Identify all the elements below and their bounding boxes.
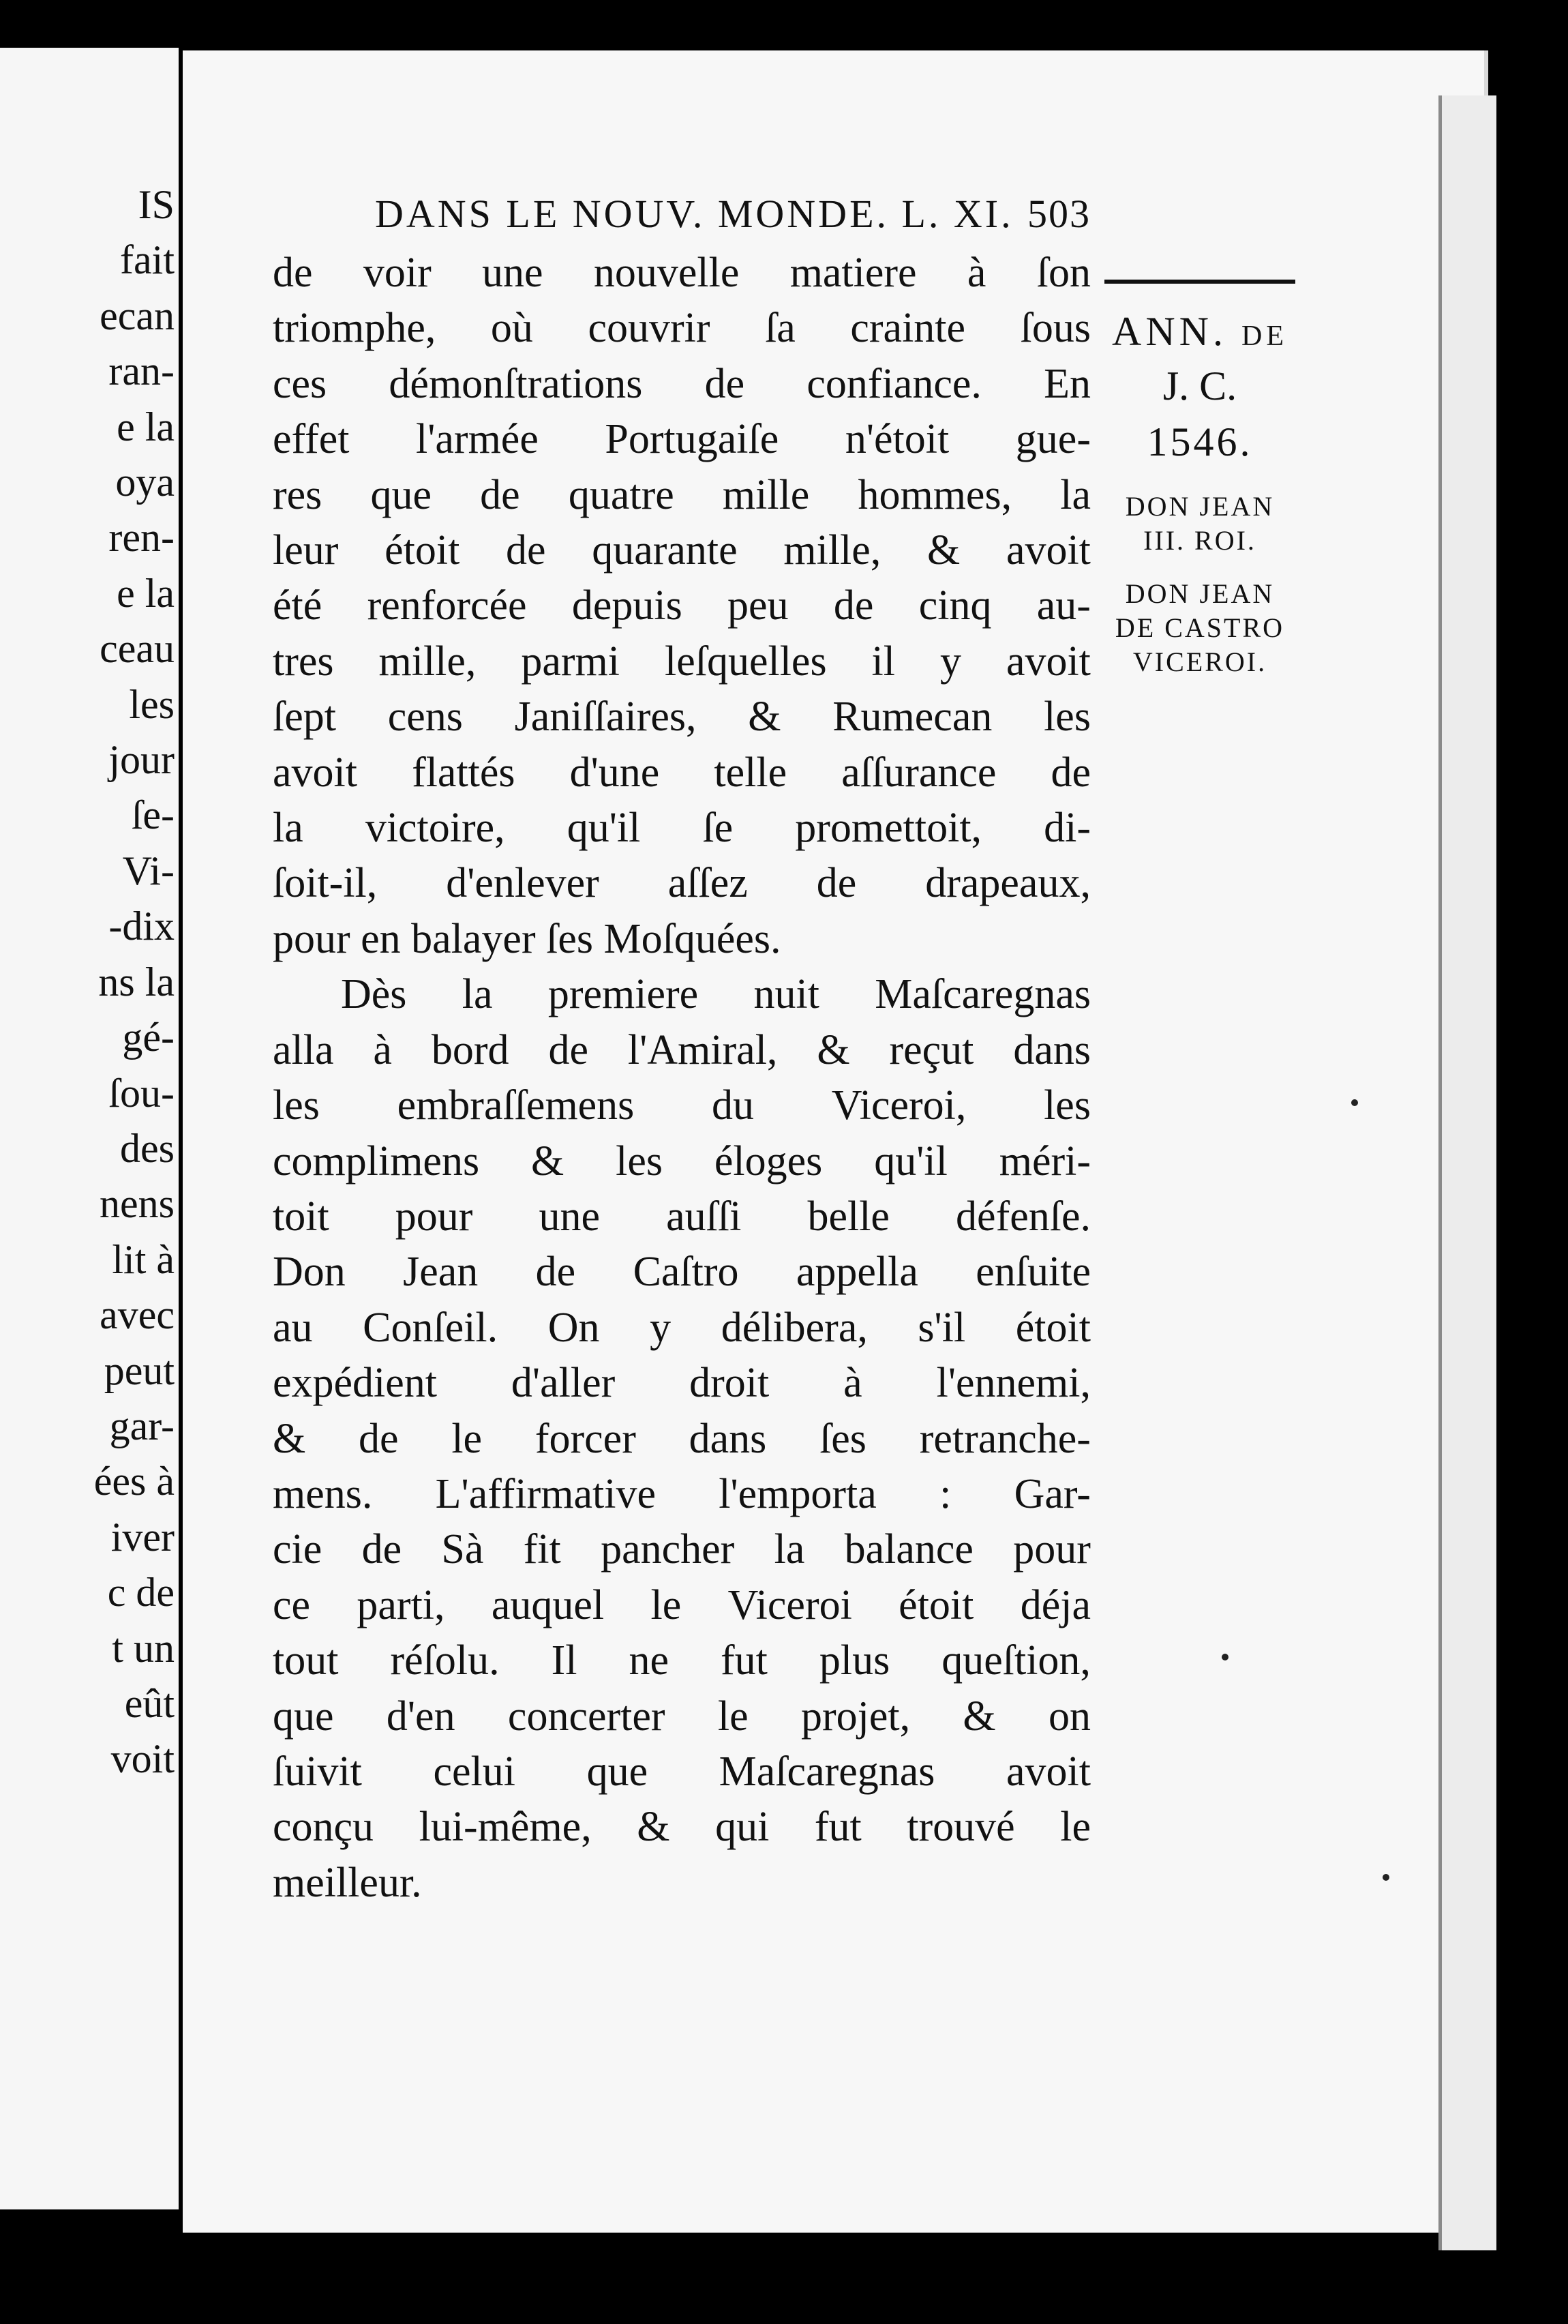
margin-note-line: VICEROI. bbox=[1132, 646, 1267, 677]
word: la bbox=[462, 971, 493, 1018]
fragment-line: ran- bbox=[108, 348, 175, 394]
text-line bbox=[273, 634, 1091, 689]
word: cie bbox=[273, 1526, 322, 1573]
word: avoit bbox=[1006, 527, 1091, 574]
page-edge bbox=[1438, 95, 1496, 2250]
word: de bbox=[1051, 749, 1091, 796]
margin-note-line: DON JEAN bbox=[1125, 491, 1275, 522]
word: & bbox=[817, 1026, 850, 1073]
word: au- bbox=[1036, 582, 1091, 629]
fragment-line: oya bbox=[115, 460, 175, 505]
text-line bbox=[273, 1023, 1091, 1078]
fragment-line: Vi- bbox=[122, 848, 175, 893]
fragment-line: peut bbox=[104, 1347, 175, 1393]
word: ce bbox=[273, 1581, 311, 1628]
ink-speck bbox=[1222, 1654, 1228, 1660]
word: à bbox=[967, 250, 986, 296]
word: ſous bbox=[1020, 305, 1091, 352]
word: au bbox=[273, 1304, 313, 1351]
word: du bbox=[712, 1082, 755, 1129]
word: de bbox=[535, 1249, 576, 1296]
word: avoit bbox=[273, 749, 357, 796]
word: projet, bbox=[800, 1693, 911, 1740]
running-head bbox=[273, 191, 1091, 245]
margin-notes bbox=[1098, 259, 1302, 679]
facing-page-line-fragments bbox=[94, 177, 175, 1787]
word: L'affirmative bbox=[435, 1470, 656, 1517]
word: complimens bbox=[273, 1137, 480, 1185]
word: expédient bbox=[273, 1360, 438, 1407]
margin-note-king bbox=[1098, 490, 1302, 558]
word: Dès bbox=[341, 971, 407, 1018]
word: cinq bbox=[918, 582, 992, 629]
text-line bbox=[273, 301, 1091, 356]
word: ces bbox=[273, 360, 327, 407]
word: ſoit-il, bbox=[273, 860, 378, 907]
word: retranche- bbox=[919, 1415, 1091, 1462]
word: & bbox=[530, 1137, 564, 1185]
word: parmi bbox=[521, 638, 620, 685]
fragment-line: IS bbox=[138, 182, 175, 227]
word: conçu bbox=[273, 1804, 374, 1851]
word: appella bbox=[796, 1249, 918, 1296]
word: ſept bbox=[273, 694, 336, 741]
word: défenſe. bbox=[956, 1193, 1091, 1240]
word: on bbox=[1049, 1693, 1091, 1740]
word: fit bbox=[523, 1526, 561, 1573]
word: quatre bbox=[568, 471, 674, 518]
word: embraſſemens bbox=[397, 1082, 635, 1129]
word: leſquelles bbox=[664, 638, 827, 685]
word: Janiſſaires, bbox=[514, 694, 697, 741]
fragment-line: ren- bbox=[108, 515, 175, 561]
word: & bbox=[748, 694, 781, 741]
word: forcer bbox=[534, 1415, 636, 1462]
word: balance bbox=[844, 1526, 974, 1573]
word: alla bbox=[273, 1026, 334, 1073]
word: Caſtro bbox=[633, 1249, 739, 1296]
word: voir bbox=[363, 250, 432, 296]
word: réſolu. bbox=[390, 1637, 500, 1684]
word: les bbox=[1044, 694, 1091, 741]
word: triomphe, bbox=[273, 305, 436, 352]
fragment-line: nens bbox=[100, 1181, 175, 1227]
word: le bbox=[1060, 1804, 1091, 1851]
word: le bbox=[451, 1415, 483, 1462]
word: d'enlever bbox=[446, 860, 599, 907]
word: toit bbox=[273, 1193, 329, 1240]
word: démonſtrations bbox=[389, 360, 643, 407]
word: les bbox=[1044, 1082, 1091, 1129]
word: de bbox=[816, 860, 857, 907]
word: la bbox=[273, 805, 303, 852]
word: ſes bbox=[819, 1415, 866, 1462]
word: belle bbox=[807, 1193, 890, 1240]
word: le bbox=[650, 1581, 682, 1628]
word: mens. bbox=[273, 1470, 373, 1517]
word: où bbox=[490, 305, 533, 352]
margin-note-line: DON JEAN bbox=[1125, 578, 1275, 609]
word: que bbox=[370, 471, 432, 518]
word: s'il bbox=[918, 1304, 966, 1351]
word: la bbox=[1060, 471, 1091, 518]
word: ſuivit bbox=[273, 1748, 362, 1795]
word: de bbox=[480, 471, 520, 518]
word: di- bbox=[1044, 805, 1091, 852]
word: premiere bbox=[547, 971, 699, 1018]
word: d'aller bbox=[511, 1360, 616, 1407]
text-line: pour en balayer ſes Moſquées. bbox=[273, 915, 781, 962]
word: une bbox=[539, 1193, 601, 1240]
margin-year: 1546. bbox=[1147, 419, 1253, 464]
text-line bbox=[273, 689, 1091, 745]
word: bord bbox=[431, 1026, 509, 1073]
text-line bbox=[273, 1078, 1091, 1133]
word: ſa bbox=[765, 305, 796, 352]
word: Maſcaregnas bbox=[875, 971, 1091, 1018]
word: la bbox=[774, 1526, 805, 1573]
margin-note-viceroy bbox=[1098, 577, 1302, 679]
fragment-line: e la bbox=[117, 570, 175, 616]
word: Don bbox=[273, 1249, 346, 1296]
margin-note-line: III. ROI. bbox=[1143, 525, 1256, 556]
margin-year-label: ANN. de bbox=[1112, 309, 1288, 354]
fragment-line: fait bbox=[120, 237, 175, 283]
word: pour bbox=[395, 1193, 473, 1240]
text-line bbox=[273, 1189, 1091, 1245]
margin-year-era: J. C. bbox=[1162, 363, 1237, 408]
word: telle bbox=[714, 749, 787, 796]
word: crainte bbox=[850, 305, 966, 352]
fragment-line: t un bbox=[112, 1625, 175, 1671]
text-line bbox=[273, 1800, 1091, 1855]
text-line bbox=[273, 1245, 1091, 1300]
word: de bbox=[361, 1526, 402, 1573]
text-line bbox=[273, 1467, 1091, 1522]
running-head-title: DANS LE NOUV. MONDE. L. XI. bbox=[375, 192, 1014, 236]
word: n'étoit bbox=[845, 416, 950, 463]
word: tout bbox=[273, 1637, 339, 1684]
text-line bbox=[273, 856, 1091, 911]
word: les bbox=[273, 1082, 320, 1129]
word: les bbox=[616, 1137, 663, 1185]
fragment-line: eût bbox=[124, 1680, 175, 1726]
fragment-line: des bbox=[120, 1125, 175, 1171]
word: mille bbox=[722, 471, 810, 518]
word: de bbox=[273, 250, 313, 296]
fragment-line: jour bbox=[108, 737, 175, 783]
word: gue- bbox=[1015, 416, 1091, 463]
word: le bbox=[717, 1693, 749, 1740]
word: pancher bbox=[601, 1526, 735, 1573]
word: nuit bbox=[753, 971, 819, 1018]
facing-page-left bbox=[0, 48, 179, 2209]
word: queſtion, bbox=[941, 1637, 1091, 1684]
margin-note-line: DE CASTRO bbox=[1115, 612, 1285, 643]
word: d'en bbox=[386, 1693, 455, 1740]
fragment-line: ſou- bbox=[108, 1070, 175, 1116]
fragment-line: gar- bbox=[109, 1403, 175, 1448]
fragment-line: ées à bbox=[93, 1459, 175, 1504]
text-line bbox=[273, 1689, 1091, 1744]
text-line bbox=[273, 1522, 1091, 1577]
text-line bbox=[273, 245, 1091, 301]
word: ſe bbox=[702, 805, 734, 852]
word: & bbox=[963, 1693, 996, 1740]
word: enſuite bbox=[976, 1249, 1091, 1296]
word: mille, bbox=[378, 638, 477, 685]
text-line bbox=[273, 523, 1091, 578]
text-line bbox=[273, 412, 1091, 467]
word: Maſcaregnas bbox=[719, 1748, 935, 1795]
word: tres bbox=[273, 638, 334, 685]
word: éloges bbox=[714, 1137, 823, 1185]
word: celui bbox=[433, 1748, 515, 1795]
word: plus bbox=[819, 1637, 890, 1684]
fragment-line: lit à bbox=[112, 1236, 175, 1282]
word: fut bbox=[720, 1637, 768, 1684]
fragment-line: iver bbox=[110, 1514, 175, 1560]
fragment-line: ſe- bbox=[131, 792, 175, 838]
word: matiere bbox=[789, 250, 917, 296]
fragment-line: avec bbox=[100, 1292, 175, 1338]
word: Sà bbox=[441, 1526, 484, 1573]
word: parti, bbox=[357, 1581, 445, 1628]
text-line bbox=[273, 801, 1091, 856]
fragment-line: e la bbox=[117, 404, 175, 449]
word: Gar- bbox=[1014, 1470, 1091, 1517]
text-line bbox=[273, 1633, 1091, 1688]
word: y bbox=[650, 1304, 672, 1351]
word: avoit bbox=[1006, 638, 1091, 685]
word: l'emporta bbox=[719, 1470, 877, 1517]
word: Conſeil. bbox=[363, 1304, 498, 1351]
word: ſon bbox=[1036, 250, 1091, 296]
word: quarante bbox=[592, 527, 738, 574]
word: auquel bbox=[491, 1581, 605, 1628]
word: droit bbox=[689, 1360, 770, 1407]
page-number: 503 bbox=[1027, 192, 1091, 236]
text-line bbox=[273, 1300, 1091, 1356]
word: de bbox=[704, 360, 745, 407]
word: trouvé bbox=[907, 1804, 1015, 1851]
word: étoit bbox=[385, 527, 460, 574]
text-line bbox=[273, 745, 1091, 801]
text-line bbox=[273, 1578, 1091, 1633]
word: ne bbox=[629, 1637, 669, 1684]
word: mille, bbox=[783, 527, 881, 574]
word: Il bbox=[551, 1637, 577, 1684]
word: reçut bbox=[889, 1026, 974, 1073]
fragment-line: voit bbox=[110, 1736, 175, 1782]
fragment-line: gé- bbox=[122, 1015, 175, 1060]
word: leur bbox=[273, 527, 339, 574]
word: qui bbox=[715, 1804, 770, 1851]
word: il bbox=[871, 638, 895, 685]
word: étoit bbox=[1015, 1304, 1091, 1351]
word: qu'il bbox=[567, 805, 641, 852]
word: de bbox=[359, 1415, 399, 1462]
text-line bbox=[273, 578, 1091, 634]
text-line bbox=[273, 357, 1091, 412]
text-line bbox=[273, 1356, 1091, 1411]
word: lui-même, bbox=[419, 1804, 592, 1851]
word: fut bbox=[814, 1804, 862, 1851]
word: Viceroi bbox=[727, 1581, 852, 1628]
word: effet bbox=[273, 416, 350, 463]
word: de bbox=[548, 1026, 588, 1073]
word: res bbox=[273, 471, 322, 518]
word: & bbox=[927, 527, 961, 574]
word: une bbox=[482, 250, 543, 296]
text-column bbox=[273, 191, 1091, 1911]
word: avoit bbox=[1006, 1748, 1091, 1795]
text-line bbox=[273, 468, 1091, 523]
word: Portugaiſe bbox=[605, 416, 779, 463]
word: aſſez bbox=[667, 860, 748, 907]
fragment-line: les bbox=[129, 681, 175, 727]
word: En bbox=[1044, 360, 1091, 407]
body-text bbox=[273, 245, 1091, 1911]
word: étoit bbox=[899, 1581, 974, 1628]
word: confiance. bbox=[806, 360, 982, 407]
word: à bbox=[373, 1026, 392, 1073]
word: été bbox=[273, 582, 322, 629]
word: à bbox=[843, 1360, 862, 1407]
text-line bbox=[273, 967, 1091, 1022]
word: qu'il bbox=[874, 1137, 948, 1185]
text-line: meilleur. bbox=[273, 1859, 422, 1906]
word: couvrir bbox=[588, 305, 710, 352]
word: drapeaux, bbox=[925, 860, 1091, 907]
fragment-line: ceau bbox=[100, 626, 175, 672]
text-line bbox=[273, 1412, 1091, 1467]
word: que bbox=[586, 1748, 648, 1795]
word: y bbox=[939, 638, 961, 685]
word: que bbox=[273, 1693, 334, 1740]
word: cens bbox=[387, 694, 463, 741]
word: & bbox=[637, 1804, 670, 1851]
word: pour bbox=[1013, 1526, 1091, 1573]
word: aſſurance bbox=[841, 749, 997, 796]
word: hommes, bbox=[858, 471, 1012, 518]
word: On bbox=[547, 1304, 600, 1351]
word: Viceroi, bbox=[831, 1082, 967, 1129]
word: de bbox=[833, 582, 874, 629]
word: renforcée bbox=[367, 582, 527, 629]
word: & bbox=[273, 1415, 306, 1462]
word: flattés bbox=[412, 749, 515, 796]
word: promettoit, bbox=[795, 805, 982, 852]
fragment-line: ns la bbox=[98, 959, 175, 1004]
ink-speck bbox=[1351, 1099, 1358, 1106]
word: depuis bbox=[571, 582, 682, 629]
word: nouvelle bbox=[593, 250, 740, 296]
word: auſſi bbox=[666, 1193, 742, 1240]
fragment-line: ecan bbox=[100, 293, 175, 338]
word: d'une bbox=[569, 749, 660, 796]
text-line bbox=[273, 1744, 1091, 1800]
word: l'Amiral, bbox=[627, 1026, 778, 1073]
word: de bbox=[506, 527, 546, 574]
ink-speck bbox=[1383, 1874, 1389, 1881]
word: méri- bbox=[999, 1137, 1091, 1185]
word: Jean bbox=[403, 1249, 479, 1296]
word: délibera, bbox=[721, 1304, 868, 1351]
fragment-line: -dix bbox=[108, 904, 175, 949]
word: : bbox=[939, 1470, 952, 1517]
word: dans bbox=[1013, 1026, 1091, 1073]
margin-rule bbox=[1104, 280, 1295, 284]
word: dans bbox=[689, 1415, 767, 1462]
word: victoire, bbox=[365, 805, 505, 852]
text-line bbox=[273, 1134, 1091, 1189]
word: l'ennemi, bbox=[936, 1360, 1091, 1407]
word: Rumecan bbox=[832, 694, 993, 741]
word: peu bbox=[727, 582, 789, 629]
fragment-line: c de bbox=[107, 1570, 175, 1615]
word: l'armée bbox=[416, 416, 539, 463]
word: déja bbox=[1020, 1581, 1091, 1628]
word: concerter bbox=[507, 1693, 665, 1740]
